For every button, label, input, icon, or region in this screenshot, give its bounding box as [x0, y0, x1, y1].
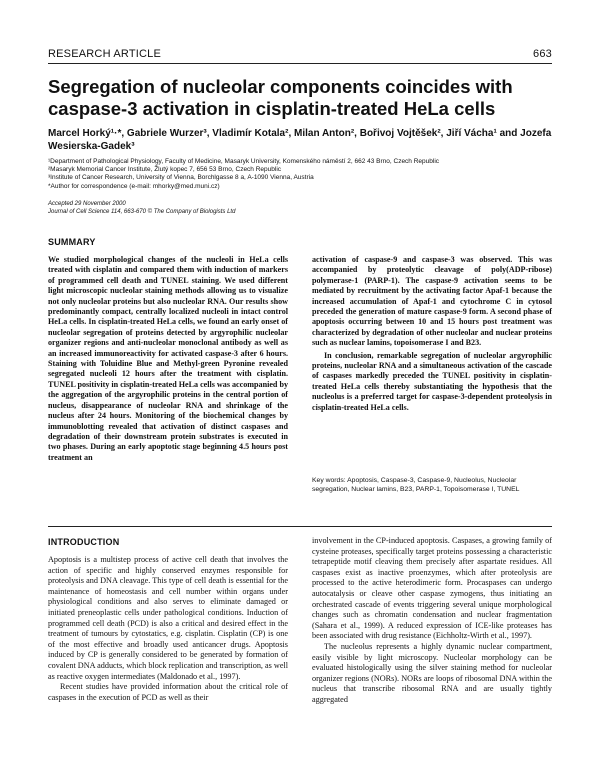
running-header-section: RESEARCH ARTICLE — [48, 48, 162, 60]
keywords: Key words: Apoptosis, Caspase-3, Caspase-9, Nucleolus, Nucleolar segregation, Nuclear lamins, B23, PARP-1, Topoisomerase I, TUNEL — [312, 477, 520, 493]
summary-heading: SUMMARY — [48, 237, 96, 247]
journal-citation: Journal of Cell Science 114, 663-670 © The Company of Biologists Ltd — [48, 208, 236, 215]
introduction-right-column — [312, 536, 552, 706]
correspondence-note: *Author for correspondence (e-mail: mhorky@med.muni.cz) — [48, 182, 220, 190]
introduction-left-column — [48, 555, 288, 703]
summary-paragraph-3: In conclusion, remarkable segregation of nucleolar argyrophilic proteins, nucleolar RNA and a simultaneous activation of the cascade of caspases markedly preceded the TUNEL positivity in cisplatin-treated HeLa cells thereby substantiating the hypothesis that the nucleolus is a preferred target for caspase-3-dependent proteolysis in cisplatin-treated HeLa cells. — [312, 350, 552, 412]
section-divider — [48, 526, 552, 527]
affiliation-1: ¹Department of Pathological Physiology, Faculty of Medicine, Masaryk University, Komenského náměstí 2, 662 43 Brno, Czech Republic — [48, 158, 440, 165]
publication-info — [48, 201, 552, 216]
intro-paragraph-1: Apoptosis is a multistep process of active cell death that involves the action of specific and highly conserved enzymes responsible for proteolysis and DNA cleavage. This type of cell death is essential for the maintenance of homeostasis and cell number within organs under physiological conditions and also serves to eliminate damaged or initiated preneoplastic cells under pathological conditions. Induction of programmed cell death (PCD) is also a critical and desired effect in the treatment of tumours by cytostatics, e.g. cisplatin. Cisplatin (CP) is one of the most effective and broadly used anticancer drugs. Apoptosis induced by CP is generally considered to be generated by formation of covalent DNA adducts, which block replication and transcription, as well as reactive oxygen intermediates (Maldonado et al., 1997). — [48, 555, 288, 681]
author-list: Marcel Horký¹·*, Gabriele Wurzer³, Vladimír Kotala², Milan Anton², Bořivoj Vojtěšek², Jiří Vácha¹ and Jozefa Wesierska-Gadek³ — [48, 128, 552, 152]
affiliations — [48, 158, 552, 191]
summary-left-column — [48, 255, 288, 463]
affiliation-2: ²Masaryk Memorial Cancer Institute, Žlutý kopec 7, 656 53 Brno, Czech Republic — [48, 166, 282, 174]
summary-paragraph-2: activation of caspase-9 and caspase-3 was observed. This was accompanied by proteolytic cleavage of poly(ADP-ribose) polymerase-1 (PARP-1). The caspase-9 activation seems to be mediated by recruitment by the activating factor Apaf-1 because the increased accumulation of Apaf-1 and cytochrome C in cytosol preceded the generation of mature caspase-9 form. A second phase of apoptosis occurring between 10 and 15 hours post treatment was characterized by degradation of other nucleolar and nuclear proteins such as nuclear lamins, topoisomerase I and B23. — [312, 255, 552, 348]
accepted-date: Accepted 29 November 2000 — [48, 201, 126, 207]
header-rule — [48, 63, 552, 64]
intro-paragraph-3: involvement in the CP-induced apoptosis. Caspases, a growing family of cysteine proteases, specifically target proteins possessing a characteristic tetrapeptide motif cleaving them precisely after aspartate residues. All caspases exist as inactive proenzymes, which after proteolysis are processed to the active heterodimeric form. Procaspases can undergo autocatalysis or cleave other caspase zymogens, thus initiating an orchestrated cascade of events triggering several unique morphological changes such as chromatin condensation and nuclear fragmentation (Sahara et al., 1999). A reduced expression of ICE-like proteases has been associated with drug resistance (Eichholtz-Wirth et al., 1997). — [312, 536, 552, 641]
summary-right-column — [312, 255, 552, 413]
intro-paragraph-4: The nucleolus represents a highly dynamic nuclear compartment, easily visible by light microscopy. Nucleolar morphology can be evaluated histologically using the silver staining method for nucleolar organizer regions (NORs). NORs are loops of ribosomal DNA within the nucleus that transcribe ribosomal RNA and are usually tightly aggregated — [312, 641, 552, 704]
article-title: Segregation of nucleolar components coincides with caspase-3 activation in cisplatin-treated HeLa cells — [48, 76, 513, 119]
intro-paragraph-2: Recent studies have provided information about the critical role of caspases in the execution of PCD as well as their — [48, 682, 288, 702]
summary-paragraph-1: We studied morphological changes of the nucleoli in HeLa cells treated with cisplatin and compared them with induction of markers of programmed cell death and TUNEL staining. We used different light microscopic nucleolar staining methods allowing us to visualize not only nucleolar proteins but also nucleolar RNA. Our results show predominantly compact, centrally localized nucleoli in intact control HeLa cells. In cisplatin-treated HeLa cells, we found an early onset of nucleolar segregation of proteins detected by argyrophilic nucleolar organizer regions and anti-nucleolar monoclonal antibody as well as an increased immunoreactivity for activated caspase-3 after 6 hours. Staining with Toluidine Blue and Methyl-green Pyronine revealed segregated nucleoli 12 hours after the treatment with cisplatin. TUNEL positivity in cisplatin-treated HeLa cells was accompanied by the aggregation of the argyrophilic proteins in the central portion of nucleus, disappearance of nucleolar RNA and shrinkage of the nucleus after 24 hours. Monitoring of the biochemical changes by immunoblotting revealed that activation of distinct caspases and degradation of their downstream protein substrates is executed in two phases. During an early apoptotic stage beginning 4.5 hours post treatment an — [48, 255, 288, 462]
introduction-heading: INTRODUCTION — [48, 537, 120, 547]
page-number: 663 — [533, 48, 552, 60]
affiliation-3: ³Institute of Cancer Research, University of Vienna, Borchlgasse 8 a, A-1090 Vienna, Austria — [48, 174, 314, 182]
